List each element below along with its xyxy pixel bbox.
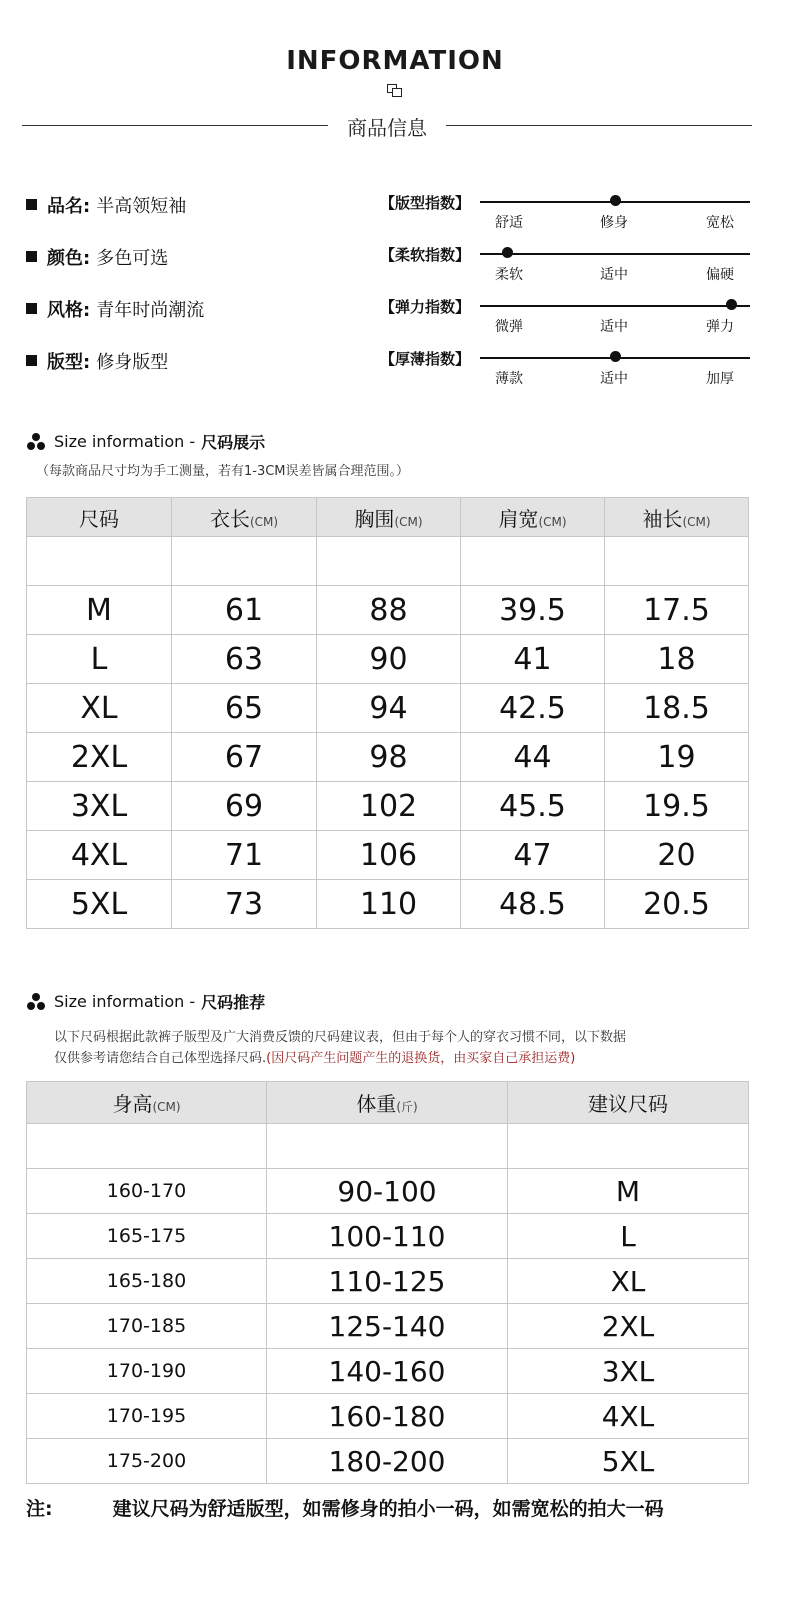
index-label: 【厚薄指数】	[380, 350, 471, 368]
table-cell: 41	[461, 635, 605, 684]
table-cell: 100-110	[267, 1214, 508, 1259]
footer-note	[26, 1494, 664, 1521]
table-cell: 39.5	[461, 586, 605, 635]
table-row	[27, 1394, 749, 1439]
attribute-value: 半高领短袖	[96, 196, 187, 217]
table-cell: 18	[605, 635, 749, 684]
table-cell: 160-170	[27, 1169, 267, 1214]
divider-right	[446, 125, 752, 126]
subtitle-row	[22, 112, 752, 140]
header-cell: 尺码	[27, 498, 172, 537]
page-subtitle: 商品信息	[347, 116, 427, 140]
table-cell: 48.5	[461, 880, 605, 929]
table-cell: 90	[317, 635, 461, 684]
table-cell: 63	[172, 635, 317, 684]
attribute-value: 多色可选	[96, 248, 169, 269]
table-cell: 165-180	[27, 1259, 267, 1304]
size-recommend-note-1: 以下尺码根据此款裤子版型及广大消费反馈的尺码建议表，但由于每个人的穿衣习惯不同，以下数据	[54, 1030, 627, 1045]
table-cell: 5XL	[508, 1439, 749, 1484]
table-cell: 90-100	[267, 1169, 508, 1214]
square-bullet-icon	[26, 199, 37, 210]
table-row-empty	[27, 537, 749, 586]
section-title-cn: 尺码推荐	[201, 993, 266, 1012]
attribute-key: 颜色:	[47, 248, 91, 269]
table-cell: L	[27, 635, 172, 684]
table-row	[27, 1169, 749, 1214]
attribute-row	[26, 244, 356, 296]
index-tick-label: 适中	[600, 371, 628, 387]
attribute-key: 版型:	[47, 352, 91, 373]
attribute-value: 修身版型	[96, 352, 169, 373]
size-recommend-warning: (因尺码产生问题产生的退换货，由买家自己承担运费)	[266, 1051, 576, 1066]
square-bullet-icon	[26, 355, 37, 366]
square-bullet-icon	[26, 303, 37, 314]
biohazard-icon	[26, 433, 46, 451]
size-recommend-note-2: 仅供参考请您结合自己体型选择尺码.(因尺码产生问题产生的退换货，由买家自己承担运费)	[54, 1051, 576, 1066]
table-cell: 61	[172, 586, 317, 635]
table-cell: 98	[317, 733, 461, 782]
table-cell: 160-180	[267, 1394, 508, 1439]
attribute-row	[26, 296, 356, 348]
table-cell: 65	[172, 684, 317, 733]
index-label: 【弹力指数】	[380, 298, 471, 316]
header-cell: 身高(CM)	[27, 1082, 267, 1124]
table-cell: 3XL	[27, 782, 172, 831]
table-cell: L	[508, 1214, 749, 1259]
header-cell: 体重(斤)	[267, 1082, 508, 1124]
table-cell: 170-185	[27, 1304, 267, 1349]
table-row	[27, 586, 749, 635]
index-level-dot	[610, 351, 621, 362]
attribute-row	[26, 192, 356, 244]
size-display-note: （每款商品尺寸均为手工测量，若有1-3CM误差皆属合理范围。）	[36, 464, 410, 479]
index-tick-label: 柔软	[495, 267, 523, 283]
index-bar	[480, 305, 750, 307]
index-scale-row	[380, 348, 750, 400]
table-row	[27, 880, 749, 929]
table-cell: 2XL	[508, 1304, 749, 1349]
index-tick-label: 修身	[600, 215, 628, 231]
table-header-row	[27, 1082, 749, 1124]
table-cell: 18.5	[605, 684, 749, 733]
header-cell: 肩宽(CM)	[461, 498, 605, 537]
section-title-en: Size information -	[54, 992, 196, 1011]
table-cell: 69	[172, 782, 317, 831]
footer-text: 建议尺码为舒适版型，如需修身的拍小一码，如需宽松的拍大一码	[112, 1498, 664, 1520]
table-cell: 180-200	[267, 1439, 508, 1484]
table-cell: M	[508, 1169, 749, 1214]
index-tick-label: 宽松	[706, 215, 734, 231]
index-level-dot	[502, 247, 513, 258]
page-title: INFORMATION	[286, 46, 504, 76]
index-tick-label: 适中	[600, 319, 628, 335]
table-row	[27, 1349, 749, 1394]
table-cell: 2XL	[27, 733, 172, 782]
attribute-key: 品名:	[47, 196, 91, 217]
table-header-row	[27, 498, 749, 537]
header-cell: 建议尺码	[508, 1082, 749, 1124]
size-display-title	[26, 430, 265, 453]
table-cell: 20	[605, 831, 749, 880]
table-cell: 102	[317, 782, 461, 831]
index-tick-label: 薄款	[495, 371, 523, 387]
table-cell: 110-125	[267, 1259, 508, 1304]
table-cell: 3XL	[508, 1349, 749, 1394]
index-tick-label: 舒适	[495, 215, 523, 231]
table-cell: 19.5	[605, 782, 749, 831]
table-row	[27, 733, 749, 782]
table-cell: 71	[172, 831, 317, 880]
table-cell: 20.5	[605, 880, 749, 929]
table-cell: M	[27, 586, 172, 635]
copy-icon	[387, 84, 403, 98]
attribute-value: 青年时尚潮流	[96, 300, 205, 321]
table-cell: 170-190	[27, 1349, 267, 1394]
table-cell: 17.5	[605, 586, 749, 635]
table-cell: 125-140	[267, 1304, 508, 1349]
table-cell: 165-175	[27, 1214, 267, 1259]
table-cell: 73	[172, 880, 317, 929]
table-row-empty	[27, 1124, 749, 1169]
size-recommend-title	[26, 990, 265, 1013]
product-attributes	[26, 192, 356, 400]
index-bar	[480, 253, 750, 255]
table-cell: 4XL	[508, 1394, 749, 1439]
section-title-en: Size information -	[54, 432, 196, 451]
index-level-dot	[726, 299, 737, 310]
table-cell: 106	[317, 831, 461, 880]
index-scale-row	[380, 296, 750, 348]
attribute-key: 风格:	[47, 300, 91, 321]
header-cell: 衣长(CM)	[172, 498, 317, 537]
table-row	[27, 1259, 749, 1304]
index-tick-label: 弹力	[706, 319, 734, 335]
biohazard-icon	[26, 993, 46, 1011]
table-row	[27, 1214, 749, 1259]
table-cell: 110	[317, 880, 461, 929]
footer-prefix: 注:	[26, 1498, 53, 1520]
index-scale-row	[380, 244, 750, 296]
section-title-cn: 尺码展示	[201, 433, 266, 452]
table-cell: 88	[317, 586, 461, 635]
index-tick-label: 适中	[600, 267, 628, 283]
table-cell: 42.5	[461, 684, 605, 733]
header-cell: 胸围(CM)	[317, 498, 461, 537]
square-bullet-icon	[26, 251, 37, 262]
table-cell: XL	[27, 684, 172, 733]
header-cell: 袖长(CM)	[605, 498, 749, 537]
table-cell: 4XL	[27, 831, 172, 880]
table-row	[27, 1304, 749, 1349]
index-scale-row	[380, 192, 750, 244]
table-cell: 5XL	[27, 880, 172, 929]
index-tick-label: 微弹	[495, 319, 523, 335]
table-cell: XL	[508, 1259, 749, 1304]
table-row	[27, 684, 749, 733]
table-cell: 170-195	[27, 1394, 267, 1439]
page-header	[0, 46, 790, 98]
table-row	[27, 1439, 749, 1484]
attribute-row	[26, 348, 356, 400]
table-cell: 44	[461, 733, 605, 782]
index-level-dot	[610, 195, 621, 206]
table-cell: 19	[605, 733, 749, 782]
index-scales	[380, 192, 750, 400]
index-tick-label: 加厚	[706, 371, 734, 387]
table-cell: 140-160	[267, 1349, 508, 1394]
index-label: 【柔软指数】	[380, 246, 471, 264]
index-label: 【版型指数】	[380, 194, 471, 212]
table-cell: 45.5	[461, 782, 605, 831]
table-row	[27, 831, 749, 880]
size-recommend-table	[26, 1081, 749, 1484]
table-row	[27, 635, 749, 684]
size-display-table	[26, 497, 749, 929]
table-cell: 47	[461, 831, 605, 880]
table-cell: 67	[172, 733, 317, 782]
table-cell: 94	[317, 684, 461, 733]
table-row	[27, 782, 749, 831]
table-cell: 175-200	[27, 1439, 267, 1484]
index-tick-label: 偏硬	[706, 267, 734, 283]
